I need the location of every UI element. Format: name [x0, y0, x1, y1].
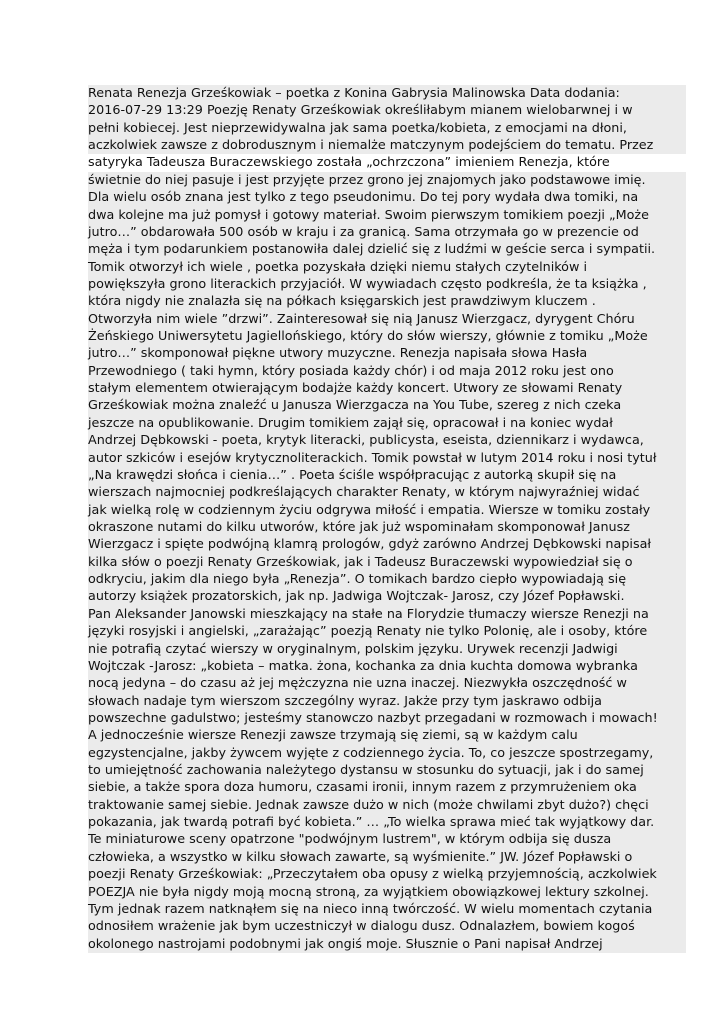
- text-line: satyryka Tadeusza Buraczewskiego została „ochrzczona” imieniem Renezja, które: [88, 155, 610, 171]
- text-line: Pan Aleksander Janowski mieszkający na stałe na Florydzie tłumaczy wiersze Renezji na: [88, 606, 686, 623]
- text-line: człowieka, a wszystko w kilku słowach zawarte, są wyśmienite.” JW. Józef Popławski o: [88, 849, 686, 866]
- text-line: jutro…” skomponował piękne utwory muzyczne. Renezja napisała słowa Hasła: [88, 345, 686, 362]
- text-line: jutro…” obdarowała 500 osób w kraju i za granicą. Sama otrzymała go w prezencie od: [88, 224, 686, 241]
- text-line: Tym jednak razem natknąłem się na nieco inną twórczość. W wielu momentach czytania: [88, 901, 686, 918]
- text-line: stałym elementem otwierającym bodajże każdy koncert. Utwory ze słowami Renaty: [88, 380, 686, 397]
- text-line: nocą jedyna – do czasu aż jej mężczyzna nie uzna inaczej. Niezwykła oszczędność w: [88, 675, 686, 692]
- text-line: nie potrafią czytać wierszy w oryginalnym, polskim języku. Urywek recenzji Jadwigi: [88, 641, 686, 658]
- text-line: poezji Renaty Grześkowiak: „Przeczytałem oba opusy z wielką przyjemnością, aczkolwiek: [88, 866, 686, 883]
- text-line: języki rosyjski i angielski, „zarażając” poezją Renaty nie tylko Polonię, ale i osoby, które: [88, 623, 686, 640]
- text-line: traktowanie samej siebie. Jednak zawsze dużo w nich (może chwilami zbyt dużo?) chęci: [88, 797, 686, 814]
- article-body: [88, 85, 688, 953]
- text-line: Dla wielu osób znana jest tylko z tego pseudonimu. Do tej pory wydała dwa tomiki, na: [88, 189, 686, 206]
- text-line: Żeńskiego Uniwersytetu Jagiellońskiego, który do słów wierszy, głównie z tomiku „Może: [88, 328, 686, 345]
- text-line: dwa kolejne ma już pomysł i gotowy materiał. Swoim pierwszym tomikiem poezji „Może: [88, 207, 686, 224]
- text-line: wierszach najmocniej podkreślających charakter Renaty, w którym najwyraźniej widać: [88, 484, 686, 501]
- text-line: autor szkiców i esejów krytycznoliterackich. Tomik powstał w lutym 2014 roku i nosi tytuł: [88, 450, 686, 467]
- text-line: pokazania, jak twardą potrafi być kobieta.” … „To wielka sprawa mieć tak wyjątkowy dar.: [88, 814, 686, 831]
- text-line: pełni kobiecej. Jest nieprzewidywalna jak sama poetka/kobieta, z emocjami na dłoni,: [88, 120, 686, 137]
- text-line: która nigdy nie znalazła się na półkach księgarskich jest prawdziwym kluczem .: [88, 293, 686, 310]
- text-line: odkryciu, jakim dla niego była „Renezja”. O tomikach bardzo ciepło wypowiadają się: [88, 571, 686, 588]
- text-line: Otworzyła nim wiele ”drzwi”. Zainteresował się nią Janusz Wierzgacz, dyrygent Chóru: [88, 311, 686, 328]
- text-line: Przewodniego ( taki hymn, który posiada każdy chór) i od maja 2012 roku jest ono: [88, 363, 686, 380]
- text-line: siebie, a także spora doza humoru, czasami ironii, innym razem z przymrużeniem oka: [88, 779, 686, 796]
- text-line: egzystencjalne, jakby żywcem wyjęte z codziennego życia. To, co jeszcze spostrzegamy,: [88, 745, 686, 762]
- text-line: POEZJA nie była nigdy moją mocną stroną, za wyjątkiem obowiązkowej lektury szkolnej.: [88, 884, 686, 901]
- text-line: świetnie do niej pasuje i jest przyjęte przez grono jej znajomych jako podstawowe imię.: [88, 172, 686, 189]
- text-line: to umiejętność zachowania należytego dystansu w stosunku do sytuacji, jak i do samej: [88, 762, 686, 779]
- text-line: powszechne gadulstwo; jesteśmy stanowczo nazbyt przegadani w rozmowach i mowach!: [88, 710, 686, 727]
- text-line: męża i tym podarunkiem postanowiła dalej dzielić się z ludźmi w geście serca i sympatii.: [88, 241, 686, 258]
- text-line: Tomik otworzył ich wiele , poetka pozyskała dzięki niemu stałych czytelników i: [88, 259, 686, 276]
- text-line: Wojtczak -Jarosz: „kobieta – matka. żona, kochanka za dnia kuchta domowa wybranka: [88, 658, 686, 675]
- text-line: słowach nadaje tym wierszom szczególny wyraz. Jakże przy tym jaskrawo odbija: [88, 693, 686, 710]
- text-line: Wierzgacz i spięte podwójną klamrą prologów, gdyż zarówno Andrzej Dębkowski napisał: [88, 536, 686, 553]
- text-line: powiększyła grono literackich przyjaciół. W wywiadach często podkreśla, że ta książka ,: [88, 276, 686, 293]
- text-line: Te miniaturowe sceny opatrzone "podwójnym lustrem", w którym odbija się dusza: [88, 831, 686, 848]
- text-line: jak wielką rolę w codziennym życiu odgrywa miłość i empatia. Wiersze w tomiku zostały: [88, 502, 686, 519]
- text-line: Andrzej Dębkowski - poeta, krytyk literacki, publicysta, eseista, dziennikarz i wydawca,: [88, 432, 686, 449]
- text-line: A jednocześnie wiersze Renezji zawsze trzymają się ziemi, są w każdym calu: [88, 727, 686, 744]
- text-line: okolonego nastrojami podobnymi jak ongiś moje. Słusznie o Pani napisał Andrzej: [88, 936, 686, 953]
- text-line: jeszcze na opublikowanie. Drugim tomikiem zajął się, opracował i na koniec wydał: [88, 415, 686, 432]
- text-line: autorzy książek prozatorskich, jak np. Jadwiga Wojtczak- Jarosz, czy Józef Popławski.: [88, 588, 686, 605]
- text-line: okraszone nutami do kilku utworów, które jak już wspominałam skomponował Janusz: [88, 519, 686, 536]
- text-line: kilka słów o poezji Renaty Grześkowiak, jak i Tadeusz Buraczewski wypowiedział się o: [88, 554, 686, 571]
- text-line: „Na krawędzi słońca i cienia…” . Poeta ściśle współpracując z autorką skupił się na: [88, 467, 686, 484]
- text-line: aczkolwiek zawsze z dobrodusznym i niemalże matczynym podejściem do tematu. Przez: [88, 137, 686, 154]
- text-line: odnosiłem wrażenie jak bym uczestniczył w dialogu dusz. Odnalazłem, bowiem kogoś: [88, 918, 686, 935]
- text-line: 2016-07-29 13:29 Poezję Renaty Grześkowiak określiłabym mianem wielobarwnej i w: [88, 102, 686, 119]
- text-line: Renata Renezja Grześkowiak – poetka z Konina Gabrysia Malinowska Data dodania:: [88, 85, 686, 102]
- text-line: Grześkowiak można znaleźć u Janusza Wierzgacza na You Tube, szereg z nich czeka: [88, 397, 686, 414]
